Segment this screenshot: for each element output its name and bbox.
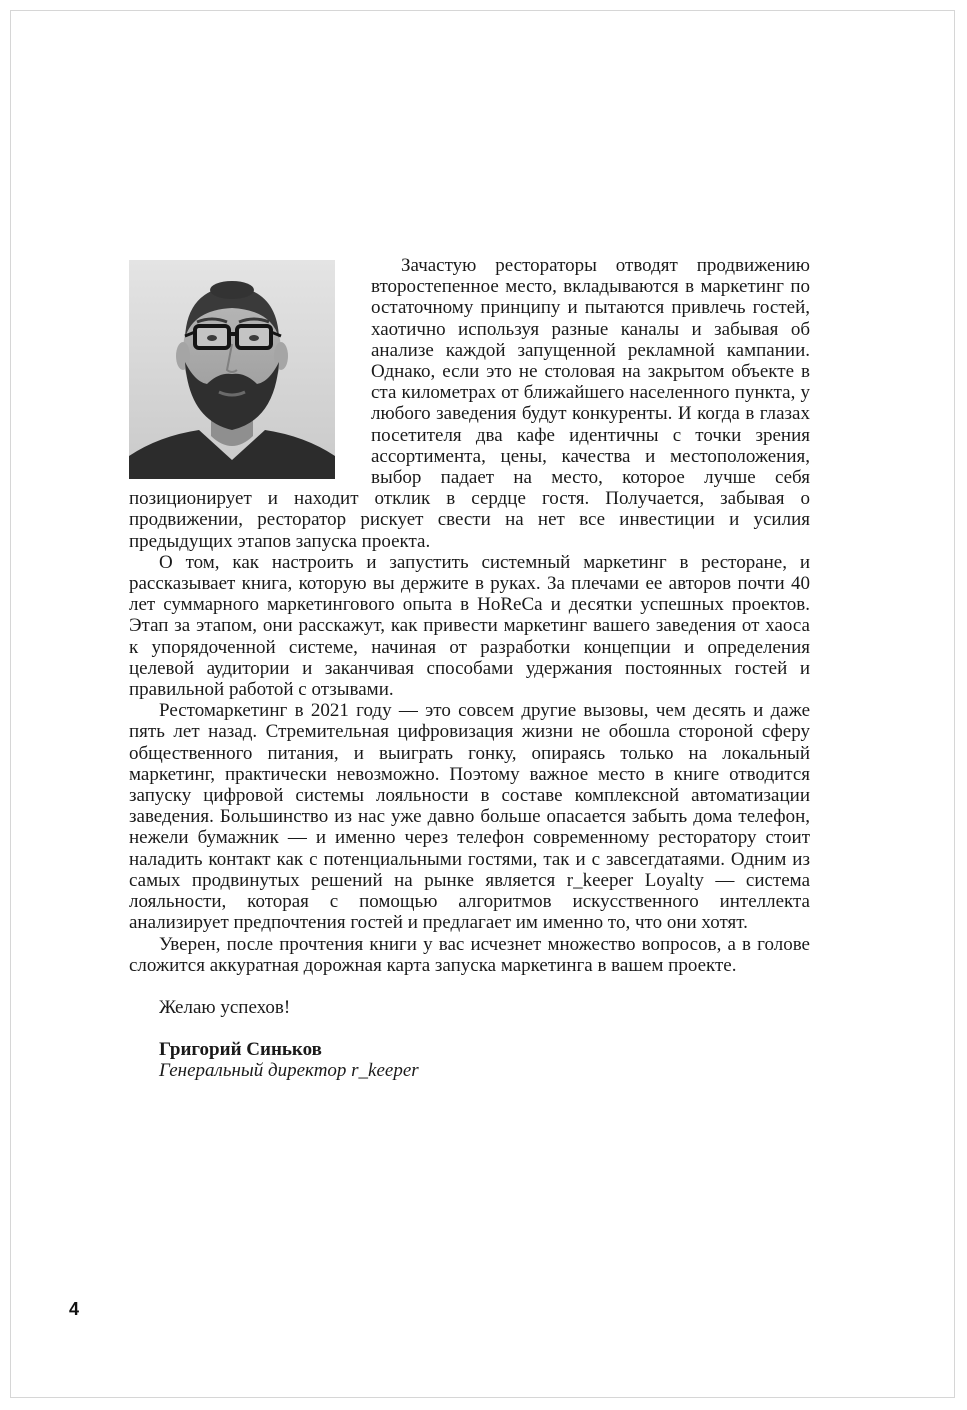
author-role: Генеральный директор r_keeper [159, 1060, 419, 1082]
closing-wish: Желаю успехов! [159, 996, 291, 1018]
paragraph-1: Зачастую рестораторы отводят продвижению второстепенное место, вкладываются в маркетинг по остаточному принципу и пытаются привлечь гостей, хаотично используя разные каналы и забывая об анализе каждой запущенной рекламной кампании. Однако, если это не столовая на закрытом объекте в ста километрах от ближайшего населенного пункта, у любого заведения будут конкуренты. И когда в глазах посетителя два кафе идентичны с точки зрения ассортимента, цены, качества и местоположения, выбор падает на место, которое лучше себя позиционирует и находит отклик в сердце гостя. Получается, забывая о продвижении, ресторатор рискует свести на нет все инвестиции и усилия предыдущих этапов запуска проекта. [129, 255, 810, 552]
portrait-illustration [129, 260, 335, 479]
paragraph-3: Рестомаркетинг в 2021 году — это совсем другие вызовы, чем десять и даже пять лет назад. Стремительная цифровизация жизни не обошла стороной сферу общественного питания, и выиграть гонку, опираясь только на локальный маркетинг, практически невозможно. Поэтому важное место в книге отводится запуску цифровой системы лояльности в составе комплексной автоматизации заведения. Большинство из нас уже давно больше опасается забыть дома телефон, нежели бумажник — и именно через телефон современному ресторатору стоит наладить контакт как с потенциальными гостями, так и с завсегдатаями. Одним из самых продвинутых решений на рынке является r_keeper Loyalty — система лояльности, которая с помощью алгоритмов искусственного интеллекта анализирует предпочтения гостей и предлагает им именно то, что они хотят. [129, 700, 810, 934]
paragraph-4: Уверен, после прочтения книги у вас исчезнет множество вопросов, а в голове сложится аккуратная дорожная карта запуска маркетинга в вашем проекте. [129, 933, 810, 976]
page-number: 4 [69, 1299, 80, 1319]
foreword-text [129, 255, 810, 1082]
paragraph-2: О том, как настроить и запустить системный маркетинг в ресторане, и рассказывает книга, которую вы держите в руках. За плечами ее авторов почти 40 лет суммарного маркетингового опыта в HoReCa и десятки успешных проектов. Этап за этапом, они расскажут, как привести маркетинг вашего заведения от хаоса к упорядоченной системе, начиная от разработки концепции и определения целевой аудитории и заканчивая способами удержания постоянных гостей и правильной работой с отзывами. [129, 551, 810, 701]
signature [129, 1039, 810, 1081]
author-portrait [129, 260, 335, 479]
author-name: Григорий Синьков [159, 1039, 322, 1061]
